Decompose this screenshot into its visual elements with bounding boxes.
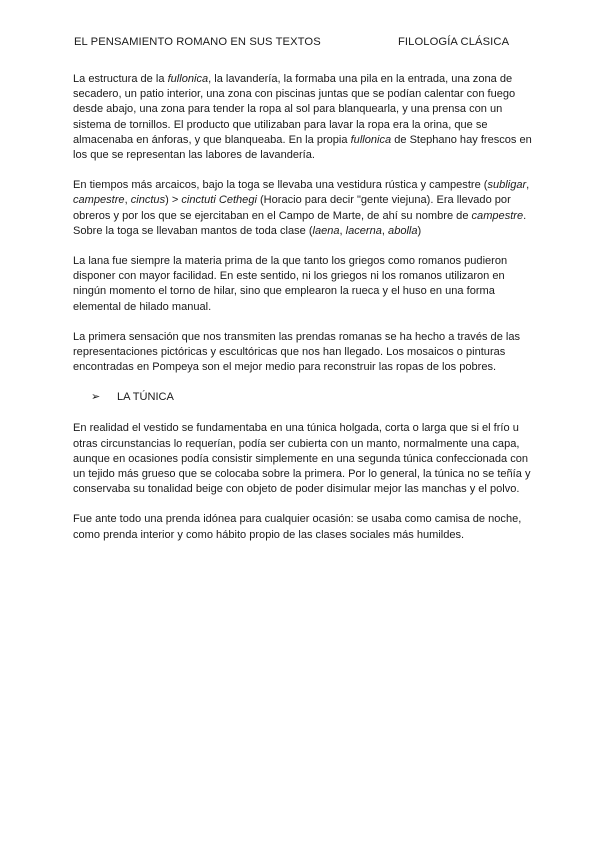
text-run: , [339,224,346,237]
text-run: , [381,224,389,237]
latin-term: lacerna [345,224,382,237]
text-run: La estructura de la [73,73,168,85]
latin-term: cinctuti Cethegi [181,194,257,207]
text-run: , la lavandería, la formaba una pila en la entrada, una zona de secadero, un patio interior, una zona con piscinas juntas que se podían calentar con fuego desde abajo, una zona para tender la ropa al sol para blanquearla, y una prensa con un sistema de tornillos. El producto que utilizaban para lavar la ropa era la orina, que se almacenaba en ánforas, y que blanqueaba. En la propia [73,73,516,146]
paragraph-lana: La lana fue siempre la materia prima de la que tanto los griegos como romanos pudieron disponer con mayor facilidad. En este sentido, ni los griegos ni los romanos utilizaron en ningún momento el torno de hilar, sino que emplearon la rueca y el huso en una forma elemental de hilado manual. [73,255,508,313]
text-run: . Sobre la toga se llevaban mantos de toda clase ( [73,209,527,237]
paragraph-prenda-idonea: Fue ante todo una prenda idónea para cualquier ocasión: se usaba como camisa de noche, como prenda interior y como hábito propio de las clases sociales más humildes. [73,513,522,541]
text-run: ) [417,224,422,237]
header-subject: FILOLOGÍA CLÁSICA [398,36,510,48]
latin-term: campestre [471,209,524,222]
header-title: EL PENSAMIENTO ROMANO EN SUS TEXTOS [74,36,321,48]
latin-term: campestre [73,194,125,207]
arrow-bullet-icon: ➢ [91,391,101,404]
text-run: ) > [165,194,182,207]
text-run: (Horacio para decir "gente viejuna). Era llevado por obreros y por los que se ejercitaban en el Campo de Marte, de ahí su nombre de [73,194,511,222]
latin-term: fullonica [350,133,392,146]
text-run: , [526,179,530,192]
document-body [73,72,535,558]
text-run: de Stephano hay frescos en los que se representan las labores de lavandería. [73,133,532,162]
text-run: En tiempos más arcaicos, bajo la toga se llevaba una vestidura rústica y campestre ( [73,179,488,192]
section-title: LA TÚNICA [117,391,174,404]
paragraph-primera-sensacion: La primera sensación que nos transmiten las prendas romanas se ha hecho a través de las representaciones pictóricas y escultóricas que nos han llegado. Los mosaicos o pinturas encontradas en Pompeya son el mejor medio para reconstruir las ropas de los pobres. [73,330,521,374]
paragraph-vestido: En realidad el vestido se fundamentaba en una túnica holgada, corta o larga que si el frío u otras circunstancias lo requerían, podía ser cubierta con un manto, normalmente una capa, aunque en ocasiones podía consistir simplemente en una segunda túnica confeccionada con un tejido más grueso que se colocaba sobre la primera. Por lo general, la túnica no se teñía y conservaba su tonalidad beige con objeto de poder disimular mejor las manchas y el polvo. [73,422,531,496]
latin-term: abolla [388,224,418,237]
latin-term: laena [312,224,340,237]
paragraph-arcaicos [73,178,535,239]
text-run: , [124,194,131,207]
latin-term: subligar [487,179,527,192]
latin-term: fullonica [167,73,209,85]
section-heading-tunica [91,390,535,405]
paragraph-fullonica [73,72,535,163]
latin-term: cinctus [130,194,166,207]
